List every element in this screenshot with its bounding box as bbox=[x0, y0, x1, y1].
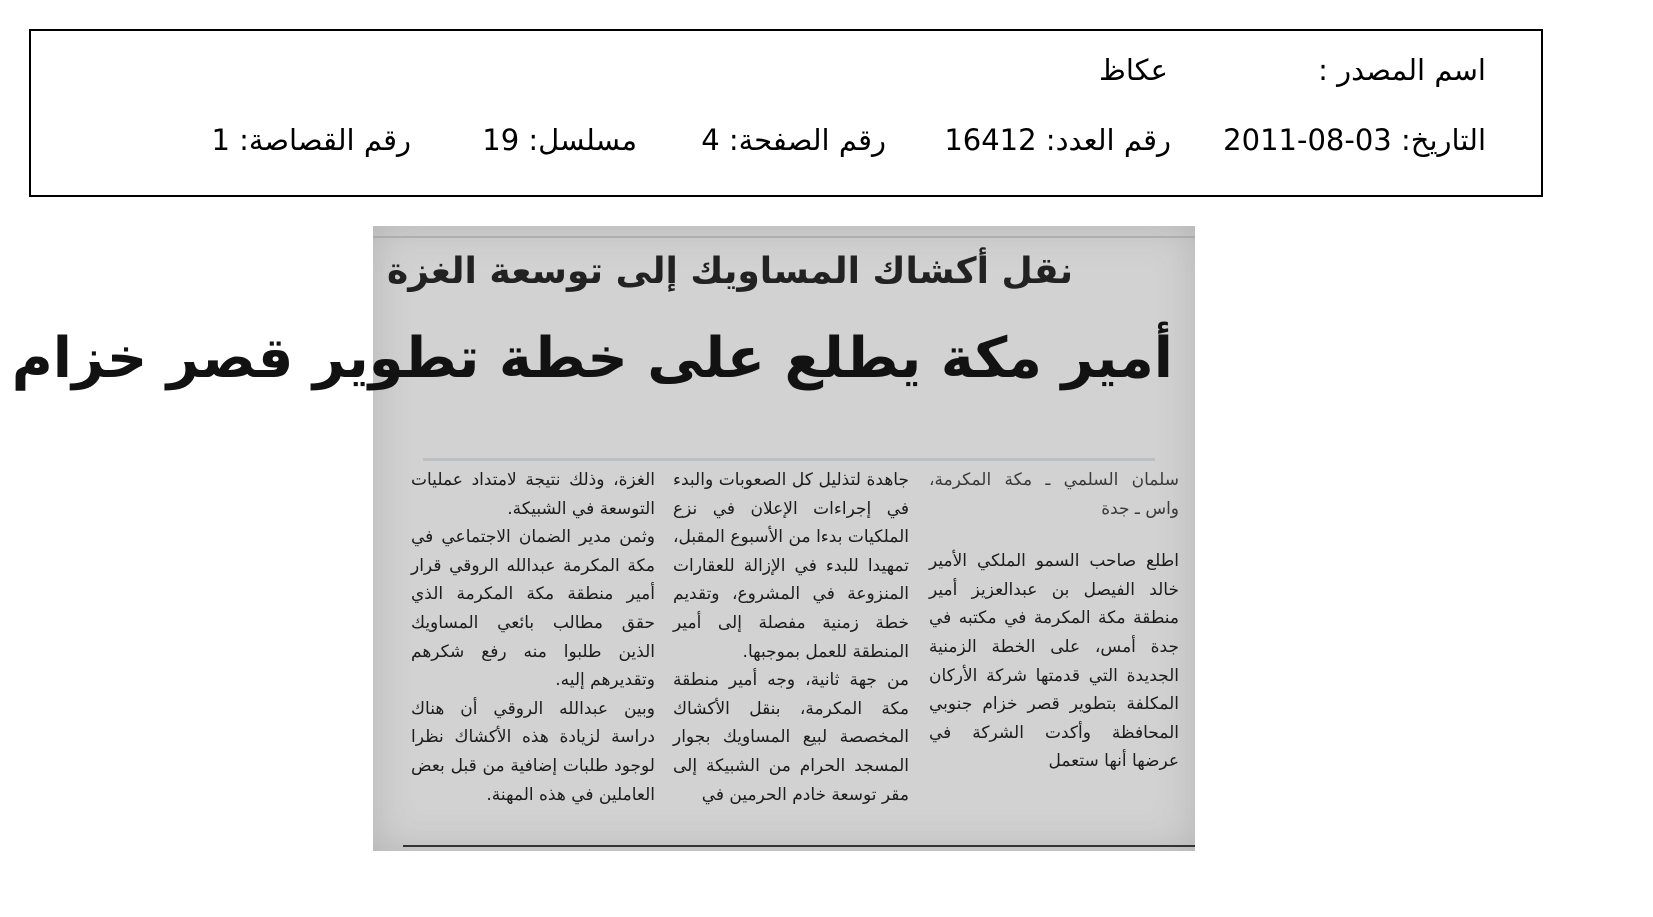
column-top-rule bbox=[423, 458, 1155, 461]
source-label: اسم المصدر : bbox=[1318, 53, 1486, 87]
article-column-right bbox=[929, 466, 1179, 776]
article-column-middle bbox=[673, 466, 909, 809]
page-number-field: رقم الصفحة: 4 bbox=[701, 123, 886, 157]
date-field: التاريخ: 03-08-2011 bbox=[1223, 123, 1486, 157]
article-paragraph: اطلع صاحب السمو الملكي الأمير خالد الفيصل بن عبدالعزيز أمير منطقة مكة المكرمة في مكتبه في جدة أمس، على الخطة الزمنية الجديدة التي قدمتها شركة الأركان المكلفة بتطوير قصر خزام جنوبي المحافظة وأكدت الشركة في عرضها أنها ستعمل bbox=[929, 551, 1179, 772]
newspaper-clipping bbox=[11, 226, 1195, 851]
clip-number-field: رقم القصاصة: 1 bbox=[211, 123, 411, 157]
source-value: عكاظ bbox=[1099, 53, 1168, 87]
article-byline: سلمان السلمي ـ مكة المكرمة، واس ـ جدة bbox=[929, 470, 1179, 519]
article-headline: أمير مكة يطلع على خطة تطوير قصر خزام bbox=[11, 326, 1173, 391]
article-paragraph: الغزة، وذلك نتيجة لامتداد عمليات التوسعة في الشبيكة. bbox=[411, 470, 655, 519]
scan-artifact bbox=[373, 236, 1195, 238]
article-paragraph: من جهة ثانية، وجه أمير منطقة مكة المكرمة، بنقل الأكشاك المخصصة لبيع المساويك بجوار المسجد الحرام من الشبيكة إلى مقر توسعة خادم الحرمين في bbox=[673, 670, 909, 805]
source-info-box bbox=[29, 29, 1543, 197]
article-paragraph: وبين عبدالله الروقي أن هناك دراسة لزيادة هذه الأكشاك نظرا لوجود طلبات إضافية من قبل بعض العاملين في هذه المهنة. bbox=[411, 698, 655, 805]
article-column-left bbox=[411, 466, 655, 809]
article-paragraph: وثمن مدير الضمان الاجتماعي في مكة المكرمة عبدالله الروقي قرار أمير منطقة مكة المكرمة الذي حقق مطالب بائعي المساويك الذين طلبوا منه رفع شكرهم وتقديرهم إليه. bbox=[411, 527, 655, 691]
serial-field: مسلسل: 19 bbox=[482, 123, 637, 157]
article-subheadline: نقل أكشاك المساويك إلى توسعة الغزة bbox=[387, 251, 1073, 292]
article-paragraph: جاهدة لتذليل كل الصعوبات والبدء في إجراءات الإعلان في نزع الملكيات بدءا من الأسبوع المقبل، تمهيدا للبدء في الإزالة للعقارات المنزوعة في المشروع، وتقديم خطة زمنية مفصلة إلى أمير المنطقة للعمل بموجبها. bbox=[673, 470, 909, 662]
issue-number-field: رقم العدد: 16412 bbox=[944, 123, 1171, 157]
clipping-bottom-rule bbox=[403, 845, 1195, 847]
